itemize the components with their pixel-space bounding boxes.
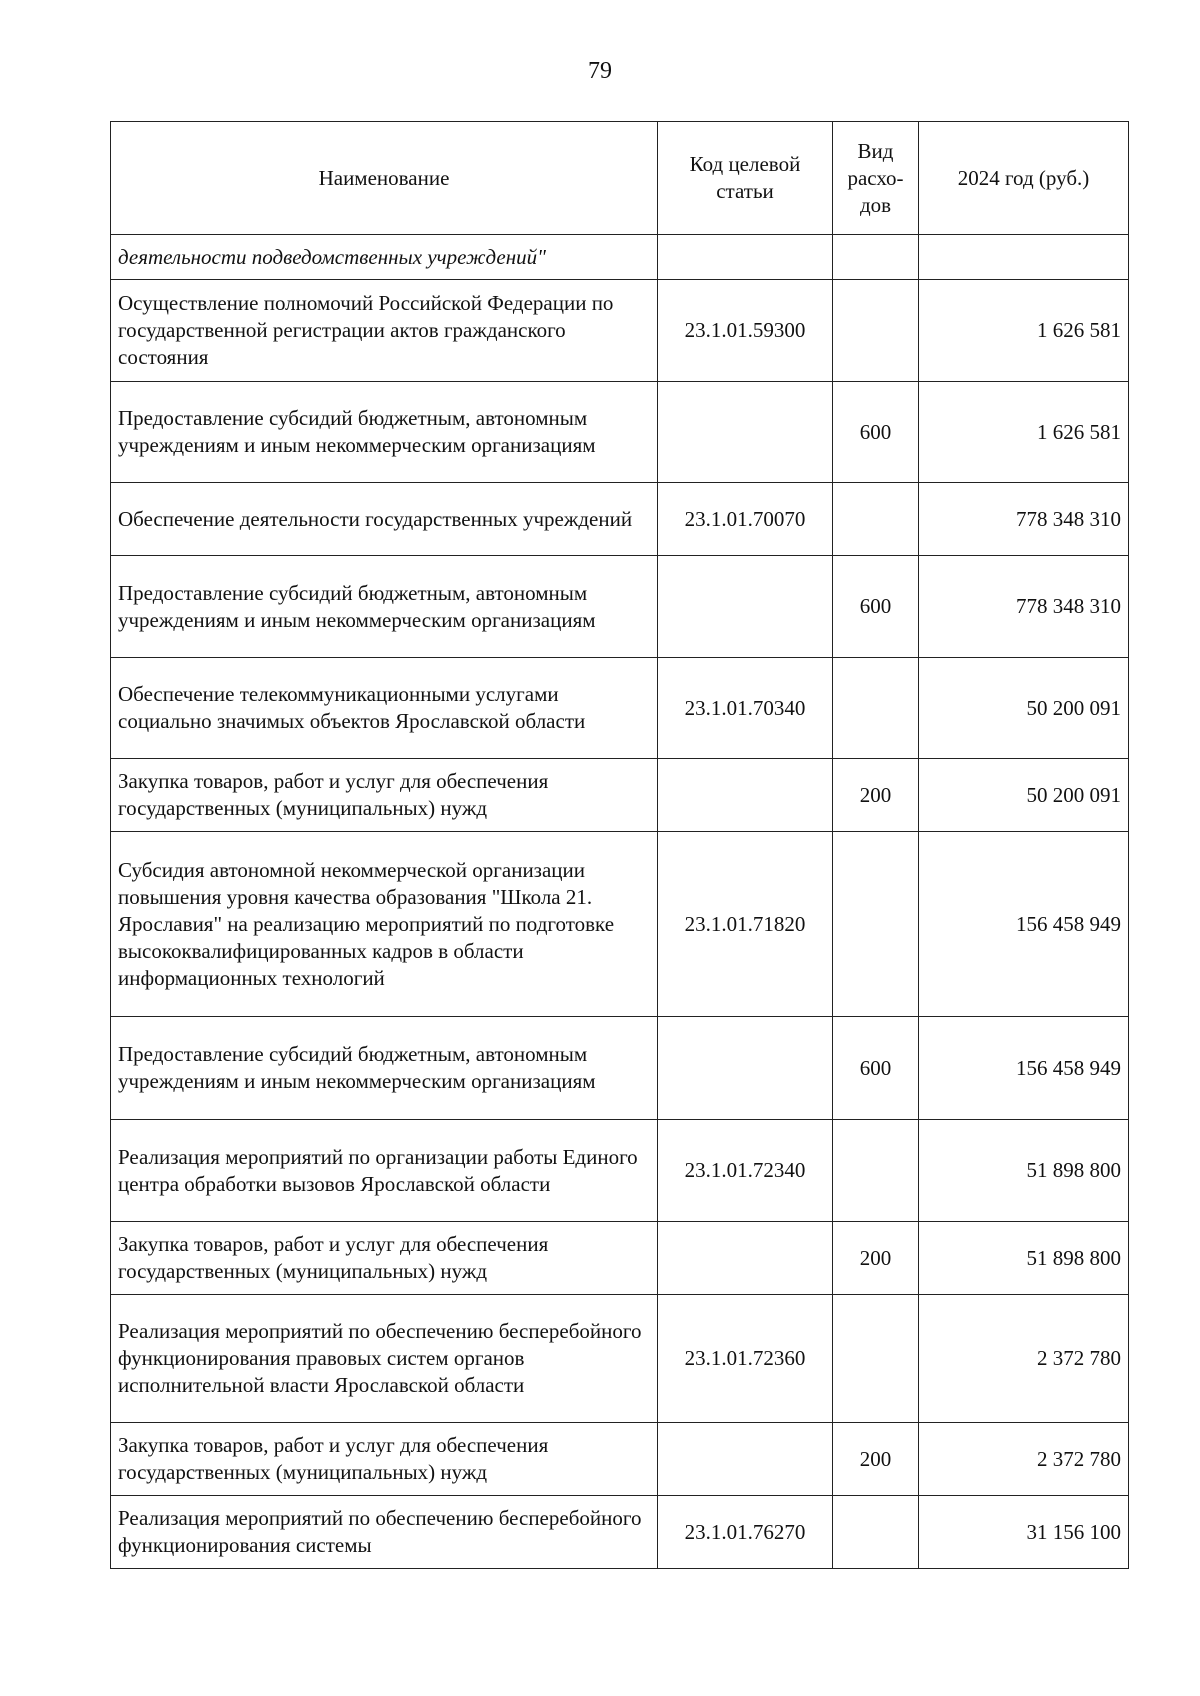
row-code bbox=[658, 759, 833, 832]
header-amount: 2024 год (руб.) bbox=[919, 122, 1129, 235]
table-row bbox=[111, 1222, 1129, 1295]
row-name: Обеспечение деятельности государственных учреждений bbox=[111, 483, 658, 556]
row-name: Обеспечение телекоммуникационными услугами социально значимых объектов Ярославской области bbox=[111, 658, 658, 759]
header-code: Код целевой статьи bbox=[658, 122, 833, 235]
row-vid: 600 bbox=[833, 382, 919, 483]
table-row bbox=[111, 556, 1129, 658]
row-amount: 2 372 780 bbox=[919, 1423, 1129, 1496]
row-vid bbox=[833, 1120, 919, 1222]
row-code: 23.1.01.72340 bbox=[658, 1120, 833, 1222]
row-code: 23.1.01.71820 bbox=[658, 832, 833, 1017]
row-name: Закупка товаров, работ и услуг для обеспечения государственных (муниципальных) нужд bbox=[111, 759, 658, 832]
row-code bbox=[658, 1017, 833, 1120]
row-amount: 50 200 091 bbox=[919, 759, 1129, 832]
table-row bbox=[111, 382, 1129, 483]
table-row bbox=[111, 235, 1129, 280]
table-row bbox=[111, 759, 1129, 832]
table-row bbox=[111, 1295, 1129, 1423]
row-amount: 51 898 800 bbox=[919, 1222, 1129, 1295]
table-row bbox=[111, 1423, 1129, 1496]
row-amount: 51 898 800 bbox=[919, 1120, 1129, 1222]
row-vid: 200 bbox=[833, 1222, 919, 1295]
row-name: деятельности подведомственных учреждений" bbox=[111, 235, 658, 280]
row-code bbox=[658, 1423, 833, 1496]
row-vid: 600 bbox=[833, 556, 919, 658]
row-vid bbox=[833, 1496, 919, 1569]
header-vid: Вид расхо-дов bbox=[833, 122, 919, 235]
row-name: Закупка товаров, работ и услуг для обеспечения государственных (муниципальных) нужд bbox=[111, 1423, 658, 1496]
row-code bbox=[658, 235, 833, 280]
row-name: Осуществление полномочий Российской Федерации по государственной регистрации актов гражданского состояния bbox=[111, 280, 658, 382]
row-code bbox=[658, 382, 833, 483]
table-row bbox=[111, 832, 1129, 1017]
header-name: Наименование bbox=[111, 122, 658, 235]
row-name: Реализация мероприятий по организации работы Единого центра обработки вызовов Ярославской области bbox=[111, 1120, 658, 1222]
row-amount: 778 348 310 bbox=[919, 483, 1129, 556]
row-name: Реализация мероприятий по обеспечению бесперебойного функционирования правовых систем органов исполнительной власти Ярославской области bbox=[111, 1295, 658, 1423]
row-amount: 50 200 091 bbox=[919, 658, 1129, 759]
row-code bbox=[658, 556, 833, 658]
row-amount: 1 626 581 bbox=[919, 280, 1129, 382]
page-number: 79 bbox=[588, 58, 612, 84]
row-vid bbox=[833, 280, 919, 382]
table-row bbox=[111, 1120, 1129, 1222]
table-header-row bbox=[111, 122, 1129, 235]
row-vid bbox=[833, 658, 919, 759]
row-amount: 156 458 949 bbox=[919, 1017, 1129, 1120]
row-vid: 200 bbox=[833, 1423, 919, 1496]
table-row bbox=[111, 1017, 1129, 1120]
row-name: Предоставление субсидий бюджетным, автономным учреждениям и иным некоммерческим организациям bbox=[111, 1017, 658, 1120]
row-vid: 200 bbox=[833, 759, 919, 832]
row-code: 23.1.01.72360 bbox=[658, 1295, 833, 1423]
row-code: 23.1.01.70340 bbox=[658, 658, 833, 759]
row-vid bbox=[833, 832, 919, 1017]
row-code: 23.1.01.76270 bbox=[658, 1496, 833, 1569]
row-vid bbox=[833, 1295, 919, 1423]
row-name: Предоставление субсидий бюджетным, автономным учреждениям и иным некоммерческим организациям bbox=[111, 556, 658, 658]
row-vid bbox=[833, 483, 919, 556]
table-row bbox=[111, 1496, 1129, 1569]
row-name: Субсидия автономной некоммерческой организации повышения уровня качества образования "Школа 21. Ярославия" на реализацию мероприятий по подготовке высококвалифицированных кадров в области информационных технологий bbox=[111, 832, 658, 1017]
row-amount: 1 626 581 bbox=[919, 382, 1129, 483]
row-code bbox=[658, 1222, 833, 1295]
row-amount bbox=[919, 235, 1129, 280]
table-row bbox=[111, 483, 1129, 556]
row-vid: 600 bbox=[833, 1017, 919, 1120]
row-amount: 778 348 310 bbox=[919, 556, 1129, 658]
row-name: Реализация мероприятий по обеспечению бесперебойного функционирования системы bbox=[111, 1496, 658, 1569]
table-row bbox=[111, 658, 1129, 759]
budget-table bbox=[110, 121, 1129, 1569]
row-name: Предоставление субсидий бюджетным, автономным учреждениям и иным некоммерческим организациям bbox=[111, 382, 658, 483]
row-vid bbox=[833, 235, 919, 280]
table-row bbox=[111, 280, 1129, 382]
row-name: Закупка товаров, работ и услуг для обеспечения государственных (муниципальных) нужд bbox=[111, 1222, 658, 1295]
row-amount: 156 458 949 bbox=[919, 832, 1129, 1017]
row-code: 23.1.01.59300 bbox=[658, 280, 833, 382]
row-code: 23.1.01.70070 bbox=[658, 483, 833, 556]
row-amount: 2 372 780 bbox=[919, 1295, 1129, 1423]
row-amount: 31 156 100 bbox=[919, 1496, 1129, 1569]
